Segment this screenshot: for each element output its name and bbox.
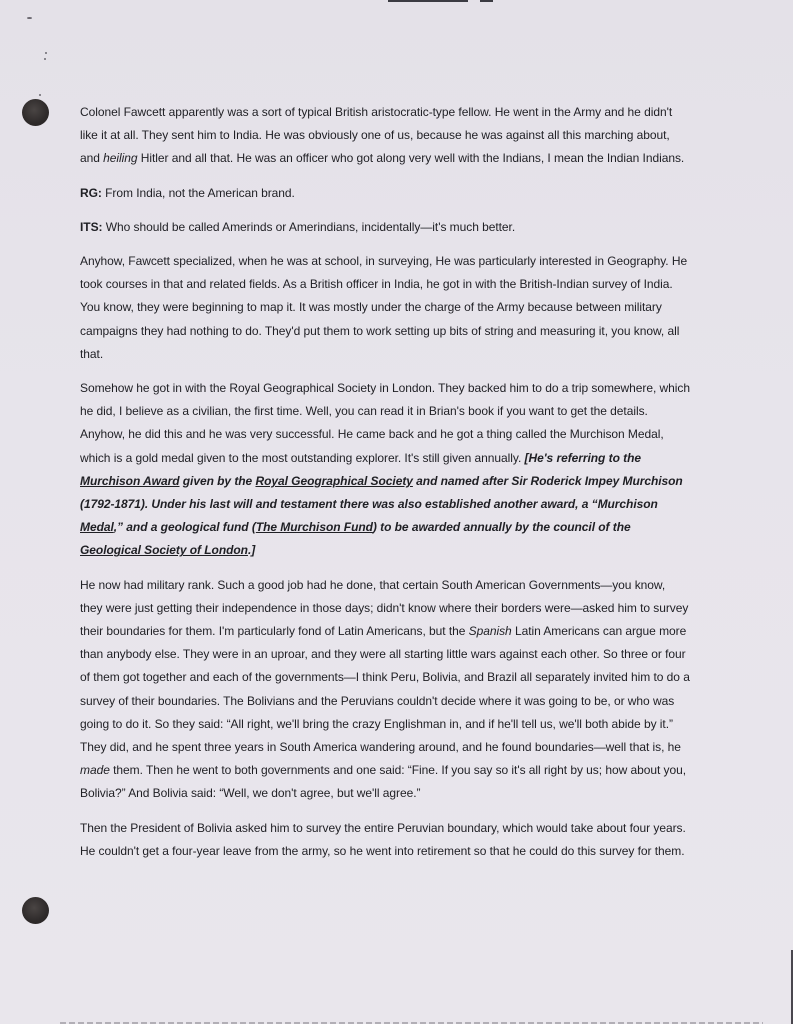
scan-speck — [44, 58, 46, 60]
paragraph-bolivia-president: Then the President of Bolivia asked him to survey the entire Peruvian boundary, which would take about four years. He couldn't get a four-year leave from the army, so he went into retirement so that he could do this survey for them. — [80, 820, 686, 858]
link-geological-society[interactable]: Geological Society of London — [80, 543, 248, 558]
scan-speck — [39, 94, 41, 96]
link-murchison-fund[interactable]: The Murchison Fund — [255, 520, 373, 535]
top-edge-marks — [388, 0, 493, 3]
paragraph-royal-geographical: Somehow he got in with the Royal Geographical Society in London. They backed him to do a trip somewhere, which he did, I believe as a civilian, the first time. Well, you can read it in Brian's book if you want to get the details. Anyhow, he did this and he was very successful. He came back and he got a thing called the Murchison Medal, which is a gold medal given to the most outstanding explorer. It's still given annually. [He's referring to the Murchison Award given by the Royal Geographical Society and named after Sir Roderick Impey Murchison (1792-1871). Under his last will and testament there was also established another award, a “Murchison Medal,” and a geological fund (The Murchison Fund) to be awarded annually by the council of the Geological Society of London.] — [80, 381, 690, 558]
paragraph-rg: RG: From India, not the American brand. — [80, 185, 295, 200]
paragraph-fawcett-intro: Colonel Fawcett apparently was a sort of typical British aristocratic-type fellow. He went in the Army and he didn't like it at all. They sent him to India. He was obviously one of us, because he was against all this marching about, and heiling Hitler and all that. He was an officer who got along very well with the Indians, I mean the Indian Indians. — [80, 105, 685, 166]
scan-speck — [45, 52, 47, 54]
paragraph-surveying: Anyhow, Fawcett specialized, when he was at school, in surveying, He was particularly interested in Geography. He took courses in that and related fields. As a British officer in India, he got in with the British-Indian survey of India. You know, they were beginning to map it. It was mostly under the charge of the Army because between military campaigns they had nothing to do. They'd put them to work setting up bits of string and measuring it, you know, all that. — [80, 254, 688, 361]
paragraph-its: ITS: Who should be called Amerinds or Amerindians, incidentally—it's much better. — [80, 219, 516, 234]
speaker-label-its: ITS: — [80, 219, 103, 234]
italic-word: made — [80, 763, 110, 778]
scan-speck — [27, 17, 32, 19]
punch-hole-bottom — [22, 897, 49, 924]
paragraph-south-america: He now had military rank. Such a good job had he done, that certain South American Governments—you know, they were just getting their independence in those days; didn't know where their borders were—asked him to survey their boundaries for them. I'm particularly fond of Latin Americans, but the Spanish Latin Americans can argue more than anybody else. They were in an uproar, and they were all starting little wars against each other. So three or four of them got together and each of the governments—I think Peru, Bolivia, and Brazil all separately invited him to do a survey of their boundaries. The Bolivians and the Peruvians couldn't decide where it was going to be, or who was going to do it. So they said: “All right, we'll bring the crazy Englishman in, and if he'll tell us, we'll both abide by it.” They did, and he spent three years in South America wandering around, and he found boundaries—well that is, he made them. Then he went to both governments and one said: “Fine. If you say so it's all right by us; how about you, Bolivia?” And Bolivia said: “Well, we don't agree, but we'll agree.” — [80, 577, 690, 801]
transcript-body — [80, 101, 690, 874]
link-murchison-award[interactable]: Murchison Award — [80, 473, 180, 488]
editor-note: [He's referring to the Murchison Award given by the Royal Geographical Society and named after Sir Roderick Impey Murchison (1792-1871). Under his last will and testament there was also established another award, a “Murchison Medal,” and a geological fund (The Murchison Fund) to be awarded annually by the council of the Geological Society of London.] — [80, 450, 683, 558]
top-mark-short — [480, 0, 493, 2]
link-royal-geographical-society[interactable]: Royal Geographical Society — [255, 473, 413, 488]
link-medal[interactable]: Medal — [80, 520, 114, 535]
speaker-label-rg: RG: — [80, 185, 102, 200]
italic-word: heiling — [103, 151, 138, 166]
punch-hole-top — [22, 99, 49, 126]
top-mark-long — [388, 0, 468, 2]
italic-word: Spanish — [468, 624, 512, 639]
